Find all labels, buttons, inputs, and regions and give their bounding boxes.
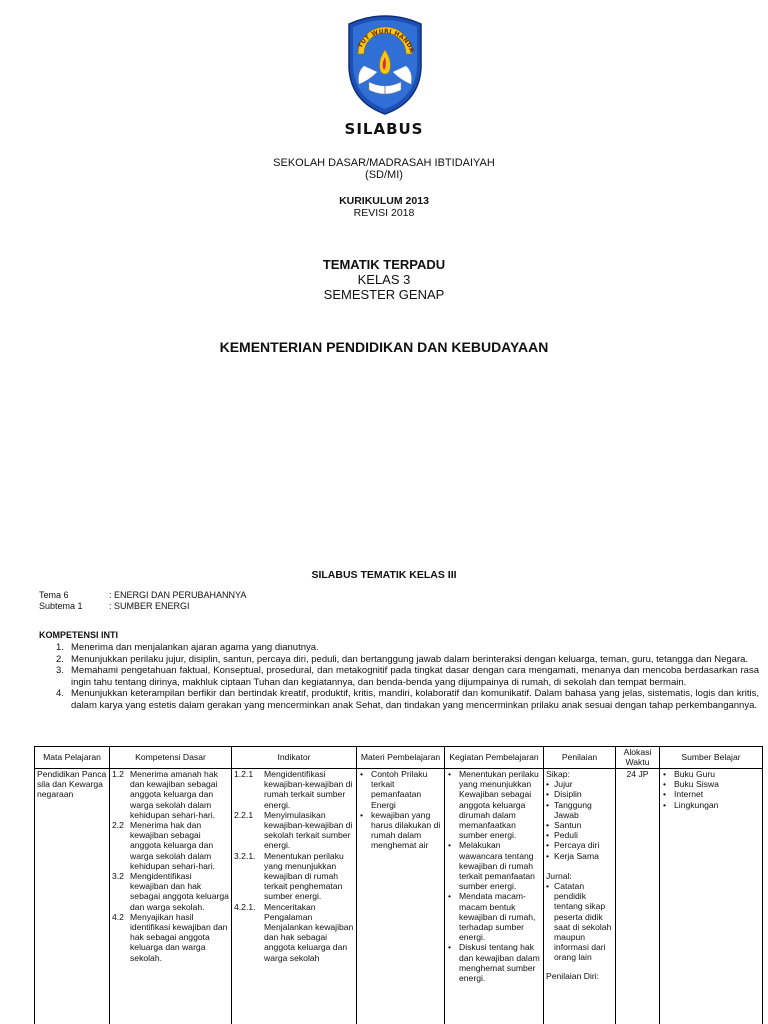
cell-mapel: Pendidikan Pancasila dan Kewarganegaraan	[35, 769, 110, 1024]
item-text: Mengidentifikasi kewajiban-kewajiban di rumah terkait sumber energi.	[264, 769, 353, 810]
item-text: Menyimulasikan kewajiban-kewajiban di sekolah terkait sumber energi.	[264, 809, 353, 851]
school-level-abbrev: (SD/MI)	[365, 169, 403, 181]
tut-wuri-handayani-logo	[343, 10, 427, 120]
list-item: • Kerja Sama	[546, 851, 613, 861]
jurnal-label: Jurnal:	[546, 870, 572, 881]
list-item: • Jujur	[546, 779, 613, 789]
penilaian-diri-label: Penilaian Diri:	[546, 970, 600, 981]
item-number: 2.2	[112, 820, 124, 831]
item-number: 1.2	[112, 769, 124, 779]
item-text: Menerima dan menjalankan ajaran agama yang dianutnya.	[71, 642, 319, 653]
header-materi: Materi Pembelajaran	[357, 747, 445, 769]
tema-line	[39, 590, 246, 600]
cell-alokasi: 24 JP	[616, 769, 660, 1024]
list-item	[234, 851, 354, 902]
list-item	[39, 688, 759, 711]
item-number: 3.	[56, 665, 64, 676]
item-number: 4.	[56, 688, 64, 699]
sikap-label: Sikap:	[546, 769, 570, 779]
list-item	[39, 654, 759, 666]
list-item	[112, 769, 229, 820]
syllabus-table	[34, 746, 763, 1024]
list-item: • kewajiban yang harus dilakukan di rumah dalam menghemat air	[359, 810, 442, 851]
list-item: • Buku Guru	[662, 769, 760, 779]
item-text: Menyajikan hasil identifikasi kewajiban dan hak sebagai anggota keluarga dan warga sekolah.	[130, 911, 228, 963]
list-item: • Internet	[662, 789, 760, 799]
item-number: 2.2.1	[234, 809, 254, 820]
table-header-row	[35, 747, 763, 769]
item-number: 3.2.1.	[234, 850, 256, 861]
cell-penilaian	[544, 769, 616, 1024]
kompetensi-inti-list	[39, 642, 759, 711]
cell-kegiatan	[445, 769, 544, 1024]
item-number: 1.2.1	[234, 769, 254, 779]
list-item: • Peduli	[546, 830, 613, 840]
list-item: • Tanggung Jawab	[546, 800, 613, 820]
subtema-label: Subtema 1	[39, 601, 83, 611]
cell-kompetensi-dasar	[110, 769, 232, 1024]
item-number: 3.2	[112, 871, 124, 882]
item-text: Menentukan perilaku yang menunjukkan kewajiban di rumah terkait penghematan sumber energi.	[264, 850, 344, 902]
curriculum-title: KURIKULUM 2013	[339, 195, 429, 207]
class-label: KELAS 3	[357, 272, 411, 287]
list-item: • Mendata macam-macam bentuk kewajiban di rumah, terhadap sumber energi.	[447, 891, 541, 942]
semester-label: SEMESTER GENAP	[323, 287, 445, 302]
item-number: 4.2	[112, 911, 124, 922]
item-text: Mengidentifikasi kewajiban dan hak sebagai anggota keluarga dan warga sekolah.	[130, 871, 229, 912]
item-number: 4.2.1.	[234, 901, 256, 912]
cell-materi	[357, 769, 445, 1024]
ministry-title: KEMENTERIAN PENDIDIKAN DAN KEBUDAYAAN	[219, 339, 549, 355]
item-text: Menerima hak dan kewajiban sebagai anggota keluarga dan warga sekolah dalam kehidupan sehari-hari.	[130, 820, 216, 871]
list-item: • Menentukan perilaku yang menunjukkan Kewajiban sebagai anggota keluarga dirumah dalam memanfaatkan sumber energi.	[447, 769, 541, 840]
list-item: • Disiplin	[546, 789, 613, 799]
list-item	[112, 912, 229, 963]
tema-value: : ENERGI DAN PERUBAHANNYA	[109, 590, 247, 600]
cell-indikator	[232, 769, 357, 1024]
cell-sumber	[660, 769, 763, 1024]
document-label: SILABUS	[344, 120, 424, 138]
syllabus-title: SILABUS TEMATIK KELAS III	[311, 569, 457, 581]
table-row	[35, 769, 763, 1024]
header-penilaian: Penilaian	[544, 747, 616, 769]
list-item: • Buku Siswa	[662, 779, 760, 789]
list-item	[112, 871, 229, 912]
item-text: Menunjukkan keterampilan berfikir dan bertindak kreatif, produktif, kritis, mandiri, kolaboratif dan komunikatif. Dalam bahasa yang jelas, sistematis, logis dan kritis, dalam karya yang estetis dalam gerakan yang mencerminkan anak Sehat, dan tindakan yang mencerminkan prilaku anak sesuai dengan tahap perkembangannya.	[71, 688, 759, 711]
subtema-line	[39, 601, 190, 611]
list-item	[39, 642, 759, 654]
list-item: • Santun	[546, 820, 613, 830]
header-alokasi: Alokasi Waktu	[616, 747, 660, 769]
subtema-value: : SUMBER ENERGI	[109, 601, 190, 611]
header-kegiatan: Kegiatan Pembelajaran	[445, 747, 544, 769]
svg-text:TUT WURI HANDAYANI: TUT WURI HANDA	[356, 28, 416, 54]
list-item: • Lingkungan	[662, 800, 760, 810]
list-item	[112, 820, 229, 871]
header-kompetensi-dasar: Kompetensi Dasar	[110, 747, 232, 769]
list-item: • Percaya diri	[546, 840, 613, 850]
list-item	[234, 769, 354, 810]
item-text: Menerima amanah hak dan kewajiban sebagai anggota keluarga dan warga sekolah dalam kehidupan sehari-hari.	[130, 769, 218, 820]
item-number: 1.	[56, 642, 64, 653]
item-text: Memahami pengetahuan faktual, Konseptual, prosedural, dan metakognitif pada tingkat dasar dengan cara mengamati, menanya dan mencoba berdasarkan rasa ingin tahu tentang dirinya, makhluk ciptaan Tuhan dan kegiatannya, dan benda-benda yang dijumpainya di rumah, di sekolah dan tempat bermain.	[71, 665, 759, 688]
tema-label: Tema 6	[39, 590, 69, 600]
item-text: Menunjukkan perilaku jujur, disiplin, santun, percaya diri, peduli, dan bertanggung jawab dalam berinteraksi dengan keluarga, teman, guru, tetangga dan Negara.	[71, 653, 749, 665]
list-item	[234, 810, 354, 851]
list-item: • Catatan pendidik tentang sikap peserta didik saat di sekolah maupun informasi dari orang lain	[546, 881, 613, 963]
item-text: Menceritakan Pengalaman Menjalankan kewajiban dan hak sebagai anggota keluarga dan warga sekolah	[264, 901, 354, 963]
kompetensi-inti-heading: KOMPETENSI INTI	[39, 630, 119, 640]
school-level-title: SEKOLAH DASAR/MADRASAH IBTIDAIYAH	[273, 157, 495, 169]
item-number: 2.	[56, 653, 64, 665]
revision-label: REVISI 2018	[353, 207, 415, 219]
theme-title: TEMATIK TERPADU	[322, 257, 446, 272]
header-sumber: Sumber Belajar	[660, 747, 763, 769]
list-item	[39, 665, 759, 688]
list-item: • Melakukan wawancara tentang kewajiban di rumah terkait pemanfaatan sumber energi.	[447, 840, 541, 891]
logo-emblem	[343, 10, 427, 120]
list-item: • Diskusi tentang hak dan kewajiban dalam menghemat sumber energi.	[447, 942, 541, 983]
header-mapel: Mata Pelajaran	[35, 747, 110, 769]
list-item: • Contoh Prilaku terkait pemanfaatan Energi	[359, 769, 442, 810]
list-item	[234, 902, 354, 963]
header-indikator: Indikator	[232, 747, 357, 769]
